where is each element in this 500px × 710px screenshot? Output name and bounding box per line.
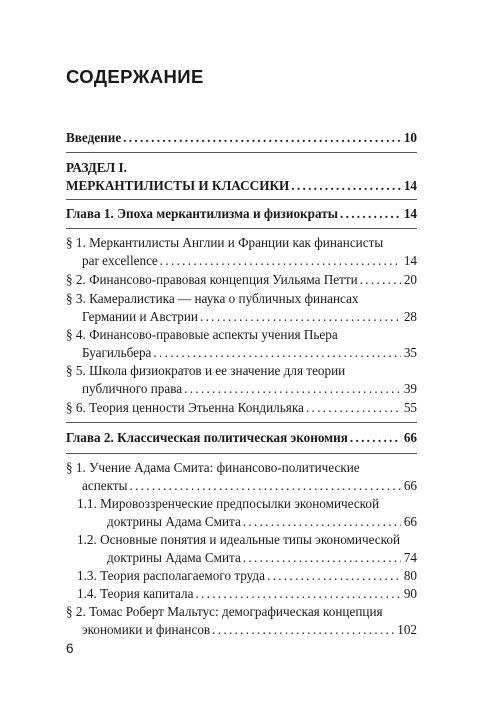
toc-entry [66,362,417,398]
toc-entry [77,495,417,531]
leader-dots [212,621,394,639]
toc-entry [66,399,417,417]
toc-entry [66,234,417,270]
toc-entry-label: аспекты [82,478,128,493]
toc-entry-section-1 [66,159,417,195]
toc-entry-label: РАЗДЕЛ I. [66,160,127,175]
toc-entry-label: публичного права [82,381,183,396]
toc-page-number: 39 [403,381,417,396]
toc-entry-label: § 3. Камералистика — наука о публичных финансах [66,291,359,306]
divider-rule [66,199,417,200]
toc-page-number: 80 [403,568,417,583]
toc-page-number: 74 [403,550,417,565]
toc-entry-label: МЕРКАНТИЛИСТЫ И КЛАССИКИ [66,178,290,193]
leader-dots [350,429,401,447]
toc-entry-label: доктрины Адама Смита [107,550,241,565]
toc-entry-label: Буагильбера [82,345,152,360]
toc-entry-chapter-2 [66,429,417,447]
divider-rule [66,228,417,229]
toc-entry-label: Глава 2. Классическая политическая экономия [66,430,348,445]
leader-dots [243,513,401,531]
toc-page-number: 14 [403,178,417,193]
divider-rule [66,453,417,454]
page-number: 6 [66,641,74,656]
toc-entry-label: § 6. Теория ценности Этьенна Кондильяка [66,400,304,415]
toc-page-number: 10 [403,130,417,145]
toc-entry-label: Германии и Австрии [82,309,198,324]
leader-dots [160,252,401,270]
leader-dots [184,380,401,398]
toc-entry [77,567,417,585]
toc-entry [66,326,417,362]
toc-page-number: 14 [403,206,417,221]
toc-entry-label: par excellence [82,253,158,268]
toc-entry-intro [66,129,417,147]
toc-entry-label: § 4. Финансово-правовые аспекты учения Пьера [66,327,338,342]
toc-entry [77,531,417,567]
toc-page-number: 35 [403,345,417,360]
toc-page-number: 66 [403,478,417,493]
toc-entry-label: экономики и финансов [82,622,211,637]
divider-rule [66,152,417,153]
leader-dots [267,567,401,585]
toc-page-number: 55 [403,400,417,415]
leader-dots [340,205,401,223]
toc-page-number: 14 [403,253,417,268]
toc-entry-label: доктрины Адама Смита [107,514,241,529]
toc-entry-label: 1.1. Мировоззренческие предпосылки экономической [77,496,380,511]
toc-entry-label: 1.2. Основные понятия и идеальные типы экономической [77,532,401,547]
toc-page-number: 20 [403,272,417,287]
toc-entry [66,459,417,495]
leader-dots [306,399,401,417]
leader-dots [360,271,401,289]
toc-entry-label: § 2. Томас Роберт Мальтус: демографическая концепция [66,604,383,619]
toc-entry-label: Глава 1. Эпоха меркантилизма и физиократы [66,206,339,221]
toc-page-number: 28 [403,309,417,324]
divider-rule [66,422,417,423]
toc-page-number: 66 [403,430,417,445]
toc-entry-label: § 5. Школа физиократов и ее значение для теории [66,363,346,378]
toc-entry [66,603,417,639]
leader-dots [243,549,401,567]
toc-entry-label: 1.3. Теория располагаемого труда [77,568,265,583]
toc-entry-chapter-1 [66,205,417,223]
leader-dots [195,585,400,603]
toc-entry-label: § 1. Меркантилисты Англии и Франции как финансисты [66,235,384,250]
toc-entry-label: Введение [66,130,122,145]
toc-page-number: 102 [397,622,417,637]
page-title: СОДЕРЖАНИЕ [66,66,204,87]
leader-dots [123,129,401,147]
leader-dots [291,177,401,195]
leader-dots [129,477,400,495]
toc-entry-label: 1.4. Теория капитала [77,586,194,601]
leader-dots [200,308,401,326]
toc-entry-label: § 1. Учение Адама Смита: финансово-политические [66,460,360,475]
toc-page-number: 90 [403,586,417,601]
toc-page-number: 66 [403,514,417,529]
toc-entry [66,290,417,326]
toc-entry-label: § 2. Финансово-правовая концепция Уильяма Петти [66,272,358,287]
toc-entry [66,271,417,289]
toc-entry [77,585,417,603]
leader-dots [153,344,400,362]
